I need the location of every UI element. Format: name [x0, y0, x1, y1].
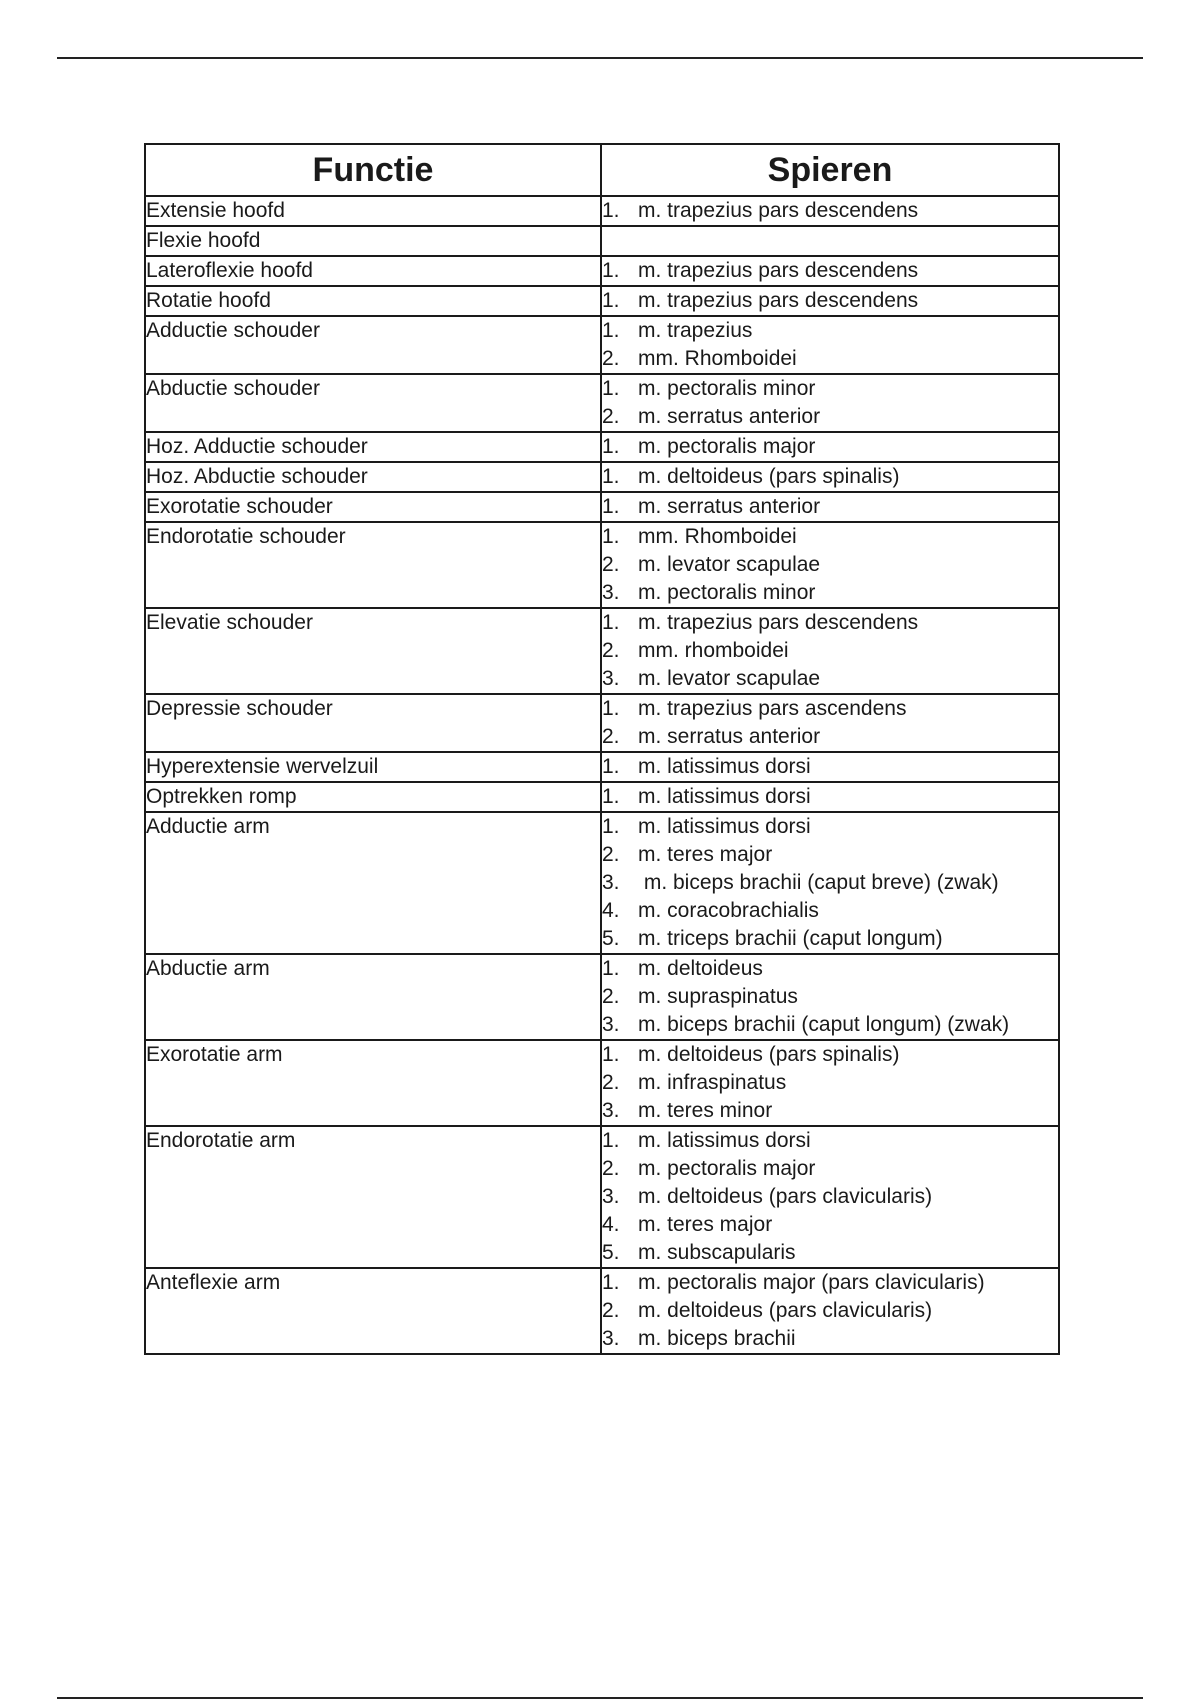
muscle-list-item — [602, 345, 1058, 373]
list-number: 2. — [602, 639, 620, 662]
table-row — [145, 954, 1059, 1040]
functie-cell: Elevatie schouder — [145, 608, 601, 694]
muscle-name: mm. Rhomboidei — [638, 347, 797, 370]
list-number: 1. — [602, 1043, 620, 1066]
muscle-name: m. deltoideus (pars clavicularis) — [638, 1299, 933, 1322]
muscle-list-item — [602, 869, 1058, 897]
spieren-cell — [601, 432, 1059, 462]
muscle-list-item — [602, 317, 1058, 345]
spieren-cell — [601, 694, 1059, 752]
table-row — [145, 462, 1059, 492]
muscle-name: m. deltoideus (pars clavicularis) — [638, 1185, 933, 1208]
spieren-cell — [601, 608, 1059, 694]
muscle-list-item — [602, 925, 1058, 953]
spieren-cell — [601, 492, 1059, 522]
muscle-list-item — [602, 783, 1058, 811]
muscle-name: m. trapezius pars descendens — [638, 611, 919, 634]
functie-cell: Hyperextensie wervelzuil — [145, 752, 601, 782]
list-number: 2. — [602, 843, 620, 866]
list-number: 1. — [602, 377, 620, 400]
spieren-cell — [601, 522, 1059, 608]
table-row — [145, 432, 1059, 462]
table-row — [145, 812, 1059, 954]
muscle-name: m. trapezius pars descendens — [638, 289, 919, 312]
list-number: 2. — [602, 1071, 620, 1094]
muscle-list-item — [602, 1183, 1058, 1211]
muscle-name: m. serratus anterior — [638, 725, 821, 748]
list-number: 4. — [602, 1213, 620, 1236]
table-row — [145, 316, 1059, 374]
muscle-name: mm. Rhomboidei — [638, 525, 797, 548]
muscle-name: m. deltoideus (pars spinalis) — [638, 465, 900, 488]
muscle-name: m. serratus anterior — [638, 405, 821, 428]
muscle-name: m. triceps brachii (caput longum) — [638, 927, 943, 950]
functie-cell: Exorotatie arm — [145, 1040, 601, 1126]
spieren-cell — [601, 462, 1059, 492]
muscle-list-item — [602, 257, 1058, 285]
spieren-cell — [601, 812, 1059, 954]
list-number: 5. — [602, 1241, 620, 1264]
muscle-list-item — [602, 403, 1058, 431]
muscle-name: m. biceps brachii (caput breve) (zwak) — [638, 871, 999, 894]
functie-cell: Abductie arm — [145, 954, 601, 1040]
muscle-list-item — [602, 1269, 1058, 1297]
table-row — [145, 196, 1059, 226]
functie-cell: Lateroflexie hoofd — [145, 256, 601, 286]
list-number: 1. — [602, 495, 620, 518]
table-row — [145, 492, 1059, 522]
functie-cell: Abductie schouder — [145, 374, 601, 432]
spieren-cell — [601, 374, 1059, 432]
functie-cell: Adductie arm — [145, 812, 601, 954]
list-number: 1. — [602, 525, 620, 548]
muscle-list-item — [602, 375, 1058, 403]
spieren-cell — [601, 782, 1059, 812]
list-number: 1. — [602, 319, 620, 342]
functie-cell: Depressie schouder — [145, 694, 601, 752]
muscle-list-item — [602, 897, 1058, 925]
muscle-name: m. levator scapulae — [638, 553, 821, 576]
list-number: 2. — [602, 985, 620, 1008]
muscle-list-item — [602, 1069, 1058, 1097]
muscle-name: m. pectoralis minor — [638, 581, 816, 604]
muscle-list-item — [602, 695, 1058, 723]
header-functie: Functie — [145, 144, 601, 196]
list-number: 3. — [602, 581, 620, 604]
muscle-name: m. pectoralis major — [638, 435, 816, 458]
muscle-name: m. supraspinatus — [638, 985, 798, 1008]
muscle-list-item — [602, 287, 1058, 315]
functie-cell: Rotatie hoofd — [145, 286, 601, 316]
muscle-list-item — [602, 1297, 1058, 1325]
muscle-list-item — [602, 1097, 1058, 1125]
list-number: 2. — [602, 347, 620, 370]
header-rule — [57, 57, 1143, 59]
list-number: 1. — [602, 815, 620, 838]
functie-cell: Hoz. Adductie schouder — [145, 432, 601, 462]
list-number: 2. — [602, 1157, 620, 1180]
functie-cell: Optrekken romp — [145, 782, 601, 812]
empty-line — [602, 227, 1058, 255]
muscle-name: m. teres major — [638, 1213, 773, 1236]
spieren-cell — [601, 1268, 1059, 1354]
muscle-name: m. deltoideus — [638, 957, 763, 980]
list-number: 1. — [602, 1271, 620, 1294]
muscle-function-table — [144, 143, 1060, 1355]
muscle-name: m. latissimus dorsi — [638, 785, 811, 808]
muscle-name: m. coracobrachialis — [638, 899, 819, 922]
muscle-name: mm. rhomboidei — [638, 639, 789, 662]
spieren-cell — [601, 316, 1059, 374]
functie-cell: Exorotatie schouder — [145, 492, 601, 522]
functie-cell: Endorotatie arm — [145, 1126, 601, 1268]
list-number: 5. — [602, 927, 620, 950]
list-number: 3. — [602, 871, 620, 894]
list-number: 2. — [602, 725, 620, 748]
muscle-list-item — [602, 493, 1058, 521]
muscle-list-item — [602, 197, 1058, 225]
muscle-list-item — [602, 433, 1058, 461]
list-number: 3. — [602, 1013, 620, 1036]
spieren-cell — [601, 256, 1059, 286]
table-header-row — [145, 144, 1059, 196]
spieren-cell — [601, 196, 1059, 226]
muscle-list-item — [602, 1211, 1058, 1239]
table-row — [145, 256, 1059, 286]
table-row — [145, 374, 1059, 432]
muscle-name: m. serratus anterior — [638, 495, 821, 518]
list-number: 2. — [602, 405, 620, 428]
muscle-list-item — [602, 523, 1058, 551]
muscle-list-item — [602, 1325, 1058, 1353]
muscle-name: m. latissimus dorsi — [638, 1129, 811, 1152]
muscle-list-item — [602, 841, 1058, 869]
functie-cell: Endorotatie schouder — [145, 522, 601, 608]
list-number: 1. — [602, 611, 620, 634]
muscle-name: m. biceps brachii (caput longum) (zwak) — [638, 1013, 1010, 1036]
muscle-name: m. pectoralis major (pars clavicularis) — [638, 1271, 985, 1294]
list-number: 1. — [602, 957, 620, 980]
muscle-name: m. teres major — [638, 843, 773, 866]
spieren-cell — [601, 954, 1059, 1040]
muscle-name: m. infraspinatus — [638, 1071, 787, 1094]
muscle-name: m. deltoideus (pars spinalis) — [638, 1043, 900, 1066]
functie-cell: Extensie hoofd — [145, 196, 601, 226]
table-row — [145, 1040, 1059, 1126]
list-number: 1. — [602, 755, 620, 778]
muscle-list-item — [602, 1127, 1058, 1155]
muscle-name: m. pectoralis major — [638, 1157, 816, 1180]
muscle-name: m. levator scapulae — [638, 667, 821, 690]
list-number: 2. — [602, 553, 620, 576]
muscle-list-item — [602, 665, 1058, 693]
functie-cell: Adductie schouder — [145, 316, 601, 374]
list-number: 1. — [602, 1129, 620, 1152]
spieren-cell — [601, 1126, 1059, 1268]
list-number: 1. — [602, 785, 620, 808]
list-number: 3. — [602, 667, 620, 690]
muscle-list-item — [602, 983, 1058, 1011]
muscle-name: m. trapezius pars ascendens — [638, 697, 907, 720]
muscle-name: m. latissimus dorsi — [638, 815, 811, 838]
spieren-cell — [601, 286, 1059, 316]
muscle-name: m. subscapularis — [638, 1241, 796, 1264]
footer-rule — [57, 1697, 1143, 1699]
muscle-list-item — [602, 723, 1058, 751]
list-number: 1. — [602, 259, 620, 282]
list-number: 4. — [602, 899, 620, 922]
table-row — [145, 1268, 1059, 1354]
spieren-cell — [601, 752, 1059, 782]
list-number: 3. — [602, 1185, 620, 1208]
list-number: 1. — [602, 199, 620, 222]
muscle-name: m. trapezius pars descendens — [638, 199, 919, 222]
muscle-name: m. teres minor — [638, 1099, 773, 1122]
header-spieren: Spieren — [601, 144, 1059, 196]
muscle-list-item — [602, 1011, 1058, 1039]
table-row — [145, 522, 1059, 608]
table-row — [145, 752, 1059, 782]
list-number: 3. — [602, 1099, 620, 1122]
functie-cell: Anteflexie arm — [145, 1268, 601, 1354]
muscle-list-item — [602, 1155, 1058, 1183]
list-number: 1. — [602, 435, 620, 458]
muscle-list-item — [602, 813, 1058, 841]
functie-cell: Flexie hoofd — [145, 226, 601, 256]
muscle-name: m. biceps brachii — [638, 1327, 796, 1350]
muscle-name: m. latissimus dorsi — [638, 755, 811, 778]
list-number: 1. — [602, 289, 620, 312]
muscle-list-item — [602, 955, 1058, 983]
table-row — [145, 608, 1059, 694]
muscle-list-item — [602, 753, 1058, 781]
muscle-name: m. trapezius — [638, 319, 753, 342]
spieren-cell — [601, 226, 1059, 256]
muscle-list-item — [602, 463, 1058, 491]
muscle-list-item — [602, 637, 1058, 665]
table-row — [145, 782, 1059, 812]
table-row — [145, 286, 1059, 316]
table-row — [145, 694, 1059, 752]
table-row — [145, 226, 1059, 256]
muscle-name: m. pectoralis minor — [638, 377, 816, 400]
list-number: 2. — [602, 1299, 620, 1322]
muscle-list-item — [602, 551, 1058, 579]
list-number: 1. — [602, 697, 620, 720]
muscle-list-item — [602, 579, 1058, 607]
spieren-cell — [601, 1040, 1059, 1126]
muscle-list-item — [602, 1041, 1058, 1069]
muscle-list-item — [602, 1239, 1058, 1267]
muscle-name: m. trapezius pars descendens — [638, 259, 919, 282]
table-row — [145, 1126, 1059, 1268]
muscle-list-item — [602, 609, 1058, 637]
list-number: 1. — [602, 465, 620, 488]
functie-cell: Hoz. Abductie schouder — [145, 462, 601, 492]
list-number: 3. — [602, 1327, 620, 1350]
